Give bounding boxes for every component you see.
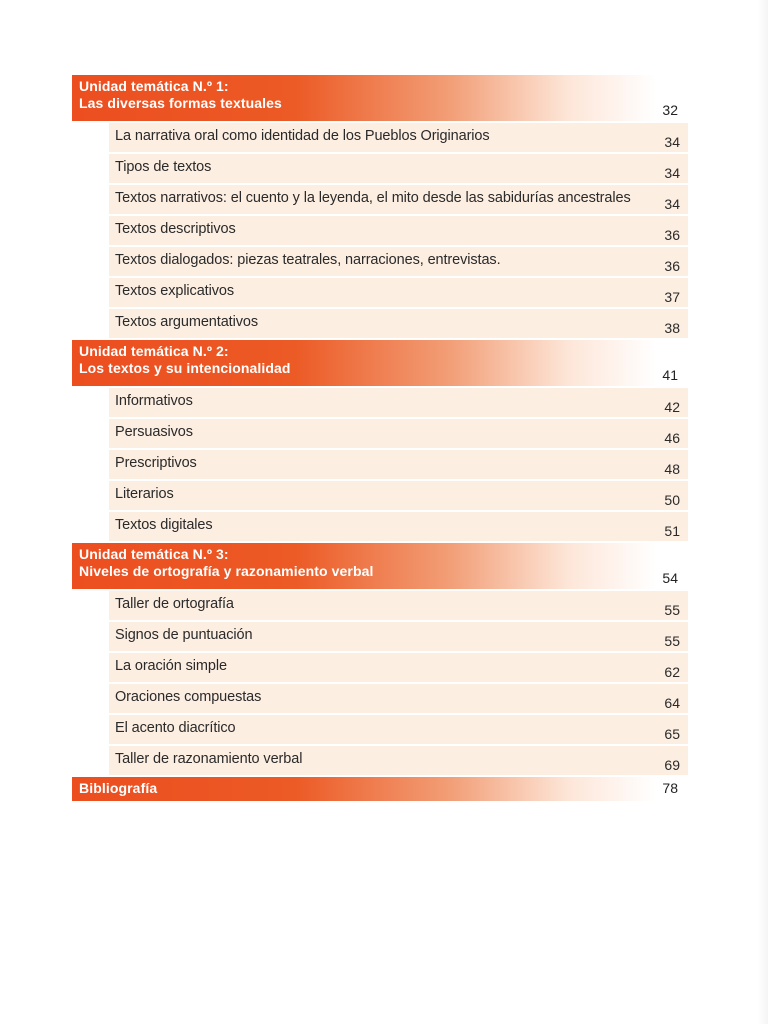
toc-entry-page-number: 34: [664, 134, 680, 150]
toc-entry[interactable]: [109, 715, 688, 744]
toc-entry-page-number: 55: [664, 633, 680, 649]
unit-header-3[interactable]: [72, 543, 688, 589]
unit-title: Unidad temática N.º 1: Las diversas formas textuales: [79, 78, 282, 111]
toc-entry-page-number: 48: [664, 461, 680, 477]
unit-header-2[interactable]: [72, 340, 688, 386]
toc-entry-label: Oraciones compuestas: [115, 689, 262, 705]
toc-entry-page-number: 46: [664, 430, 680, 446]
toc-entry[interactable]: [109, 481, 688, 510]
toc-entry-label: Taller de ortografía: [115, 596, 234, 612]
toc-entry[interactable]: [109, 216, 688, 245]
unit-entries-list: [109, 388, 688, 541]
toc-entry[interactable]: [109, 622, 688, 651]
toc-entry[interactable]: [109, 309, 688, 338]
unit-page-number: 41: [662, 367, 678, 383]
toc-entry[interactable]: [109, 154, 688, 183]
toc-entry-page-number: 37: [664, 289, 680, 305]
toc-entry-label: Textos digitales: [115, 517, 213, 533]
toc-entry-label: Persuasivos: [115, 424, 193, 440]
toc-entry-label: Textos descriptivos: [115, 221, 236, 237]
toc-entry-page-number: 50: [664, 492, 680, 508]
bibliography-page-number: 78: [662, 780, 678, 796]
toc-entry[interactable]: [109, 684, 688, 713]
toc-entry-label: Prescriptivos: [115, 455, 197, 471]
toc-entry[interactable]: [109, 512, 688, 541]
toc-entry-page-number: 51: [664, 523, 680, 539]
toc-entry[interactable]: [109, 591, 688, 620]
toc-entry[interactable]: [109, 185, 688, 214]
page-edge-shadow: [758, 0, 768, 1024]
unit-title: Unidad temática N.º 2: Los textos y su intencionalidad: [79, 343, 291, 376]
unit-entries-list: [109, 123, 688, 338]
toc-entry[interactable]: [109, 419, 688, 448]
toc-entry-page-number: 55: [664, 602, 680, 618]
toc-entry-page-number: 34: [664, 196, 680, 212]
toc-entry-page-number: 65: [664, 726, 680, 742]
toc-entry-label: Tipos de textos: [115, 159, 212, 175]
toc-entry[interactable]: [109, 278, 688, 307]
toc-entry[interactable]: [109, 388, 688, 417]
toc-entry-label: Informativos: [115, 393, 193, 409]
toc-entry[interactable]: [109, 746, 688, 775]
toc-entry-page-number: 36: [664, 258, 680, 274]
toc-entry-label: Textos dialogados: piezas teatrales, narraciones, entrevistas.: [115, 252, 501, 268]
toc-entry[interactable]: [109, 450, 688, 479]
toc-entry-page-number: 69: [664, 757, 680, 773]
unit-title: Unidad temática N.º 3: Niveles de ortografía y razonamiento verbal: [79, 546, 374, 579]
toc-entry-page-number: 62: [664, 664, 680, 680]
toc-entry-label: Literarios: [115, 486, 174, 502]
bibliography-bar: [72, 777, 656, 801]
toc-entry-page-number: 42: [664, 399, 680, 415]
toc-entry-label: La oración simple: [115, 658, 227, 674]
toc-entry-label: La narrativa oral como identidad de los Pueblos Originarios: [115, 128, 490, 144]
unit-page-number: 32: [662, 102, 678, 118]
toc-entry-label: Textos argumentativos: [115, 314, 258, 330]
toc-entry-label: Textos narrativos: el cuento y la leyenda, el mito desde las sabidurías ancestrales: [115, 190, 631, 206]
toc-entry-label: Taller de razonamiento verbal: [115, 751, 303, 767]
toc-entry-label: Signos de puntuación: [115, 627, 253, 643]
unit-entries-list: [109, 591, 688, 775]
toc-entry-label: El acento diacrítico: [115, 720, 236, 736]
toc-entry-label: Textos explicativos: [115, 283, 234, 299]
toc-entry-page-number: 64: [664, 695, 680, 711]
bibliography-row[interactable]: [72, 777, 688, 801]
unit-header-1[interactable]: [72, 75, 688, 121]
toc-entry[interactable]: [109, 123, 688, 152]
toc-entry[interactable]: [109, 247, 688, 276]
toc-entry-page-number: 38: [664, 320, 680, 336]
unit-page-number: 54: [662, 570, 678, 586]
bibliography-title: Bibliografía: [79, 780, 158, 796]
toc-entry-page-number: 34: [664, 165, 680, 181]
table-of-contents: [72, 75, 688, 801]
toc-entry-page-number: 36: [664, 227, 680, 243]
toc-entry[interactable]: [109, 653, 688, 682]
